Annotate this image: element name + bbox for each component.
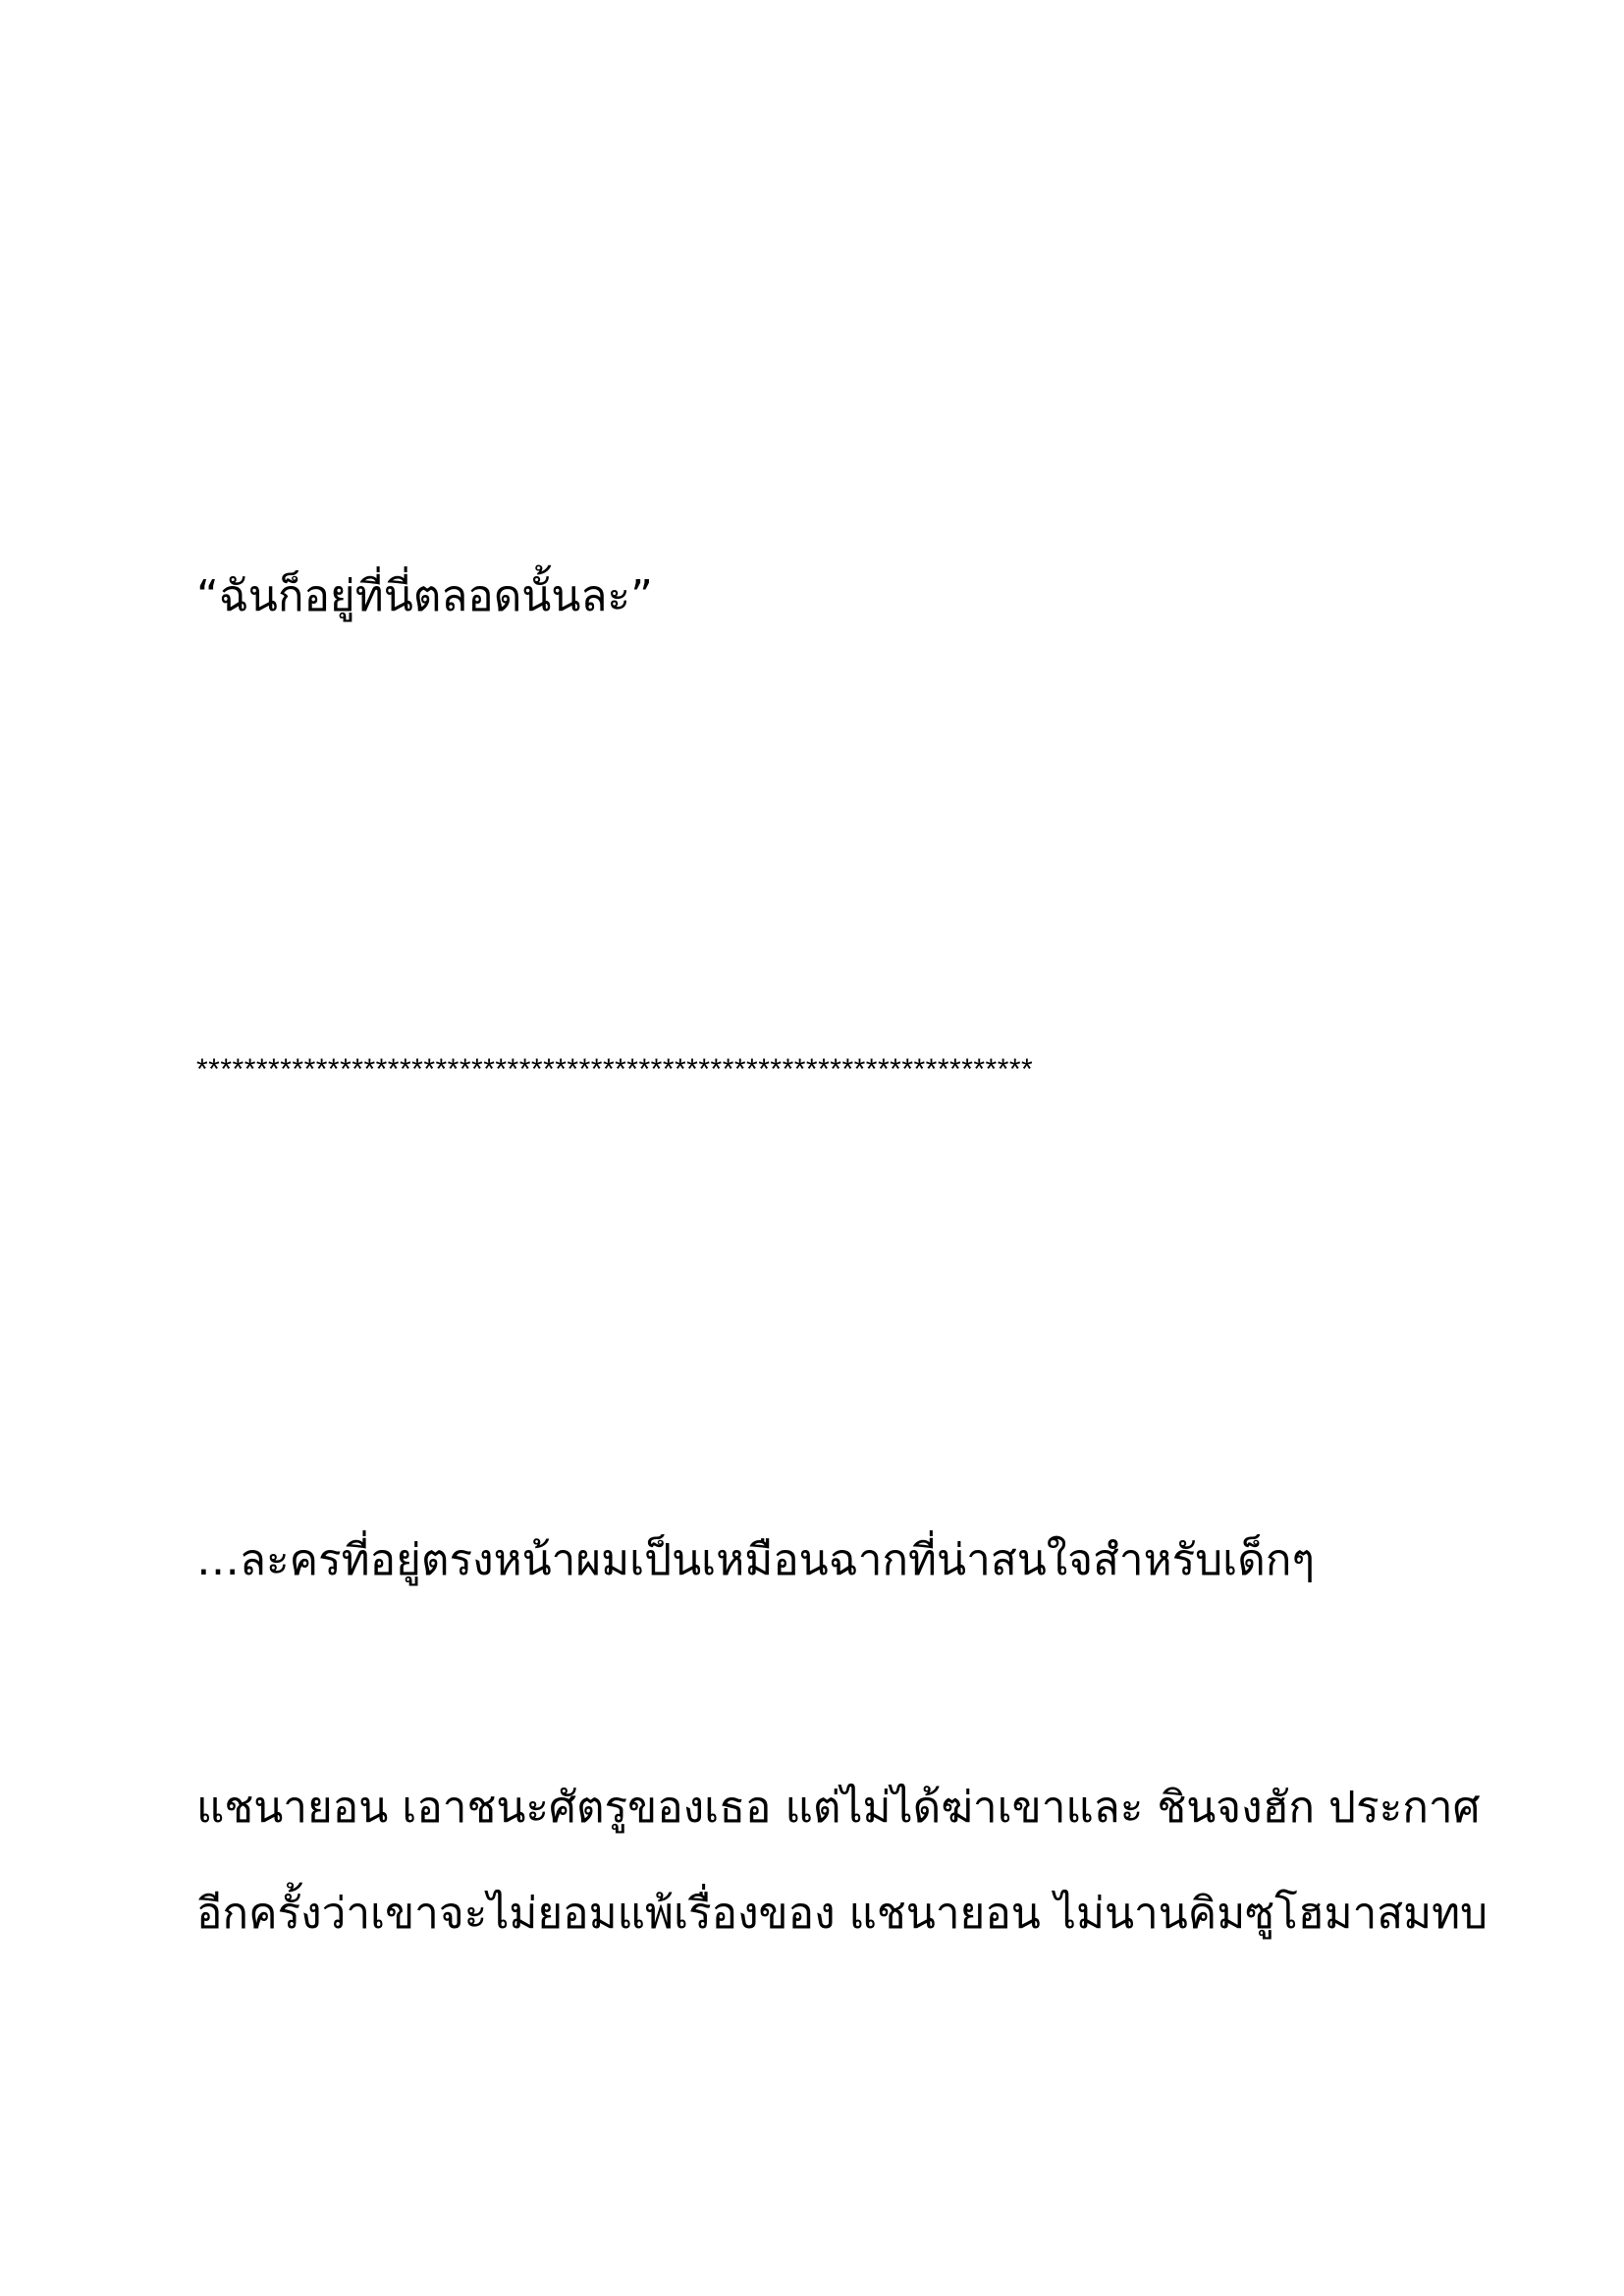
paragraph-line-2: อีกครั้งว่าเขาจะไม่ยอมแพ้เรื่องของ แชนายอน ไม่นานคิมซูโฮมาสมทบ	[196, 1889, 1489, 1939]
section-separator: **********************************************************************	[196, 1053, 1034, 1086]
paragraph-line-1: แชนายอน เอาชนะศัตรูของเธอ แต่ไม่ได้ฆ่าเขาและ ชินจงฮัก ประกาศ	[196, 1783, 1481, 1833]
narration-line: …ละครที่อยู่ตรงหน้าผมเป็นเหมือนฉากที่น่าสนใจสำหรับเด็กๆ	[196, 1535, 1316, 1585]
dialogue-quote: “ฉันก็อยู่ที่นี่ตลอดนั้นละ”	[196, 571, 653, 621]
